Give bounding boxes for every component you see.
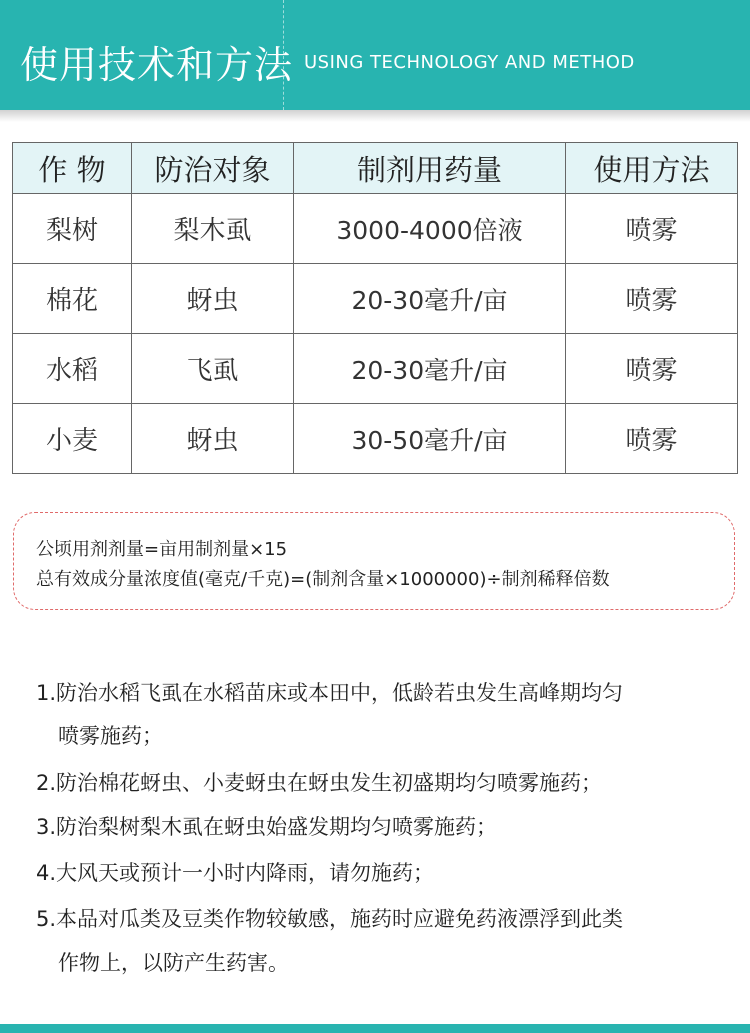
formula-line-1: 公顷用剂剂量=亩用制剂量×15 [36,539,288,560]
header-shadow [0,110,750,122]
cell-method: 喷雾 [566,264,738,334]
cell-dosage: 20-30毫升/亩 [294,334,566,404]
note-item-2: 2.防治棉花蚜虫、小麦蚜虫在蚜虫发生初盛期均匀喷雾施药； [36,771,603,795]
table-row [13,194,738,264]
cell-crop: 小麦 [13,404,132,474]
column-header-target: 防治对象 [132,143,294,194]
table-row [13,404,738,474]
header-divider [283,0,284,110]
note-item-4: 4.大风天或预计一小时内降雨，请勿施药； [36,861,435,885]
page-title: 使用技术和方法 [20,43,294,87]
note-item-5: 5.本品对瓜类及豆类作物较敏感，施药时应避免药液漂浮到此类 [36,907,624,931]
cell-target: 蚜虫 [132,404,294,474]
table-header-row [13,143,738,194]
cell-crop: 水稻 [13,334,132,404]
cell-target: 梨木虱 [132,194,294,264]
header-banner [0,0,750,110]
column-header-dosage: 制剂用药量 [294,143,566,194]
column-header-crop: 作 物 [13,143,132,194]
cell-dosage: 3000-4000倍液 [294,194,566,264]
cell-crop: 棉花 [13,264,132,334]
usage-table [12,142,738,474]
note-item-1: 1.防治水稻飞虱在水稻苗床或本田中，低龄若虫发生高峰期均匀 [36,681,624,705]
formula-line-2: 总有效成分量浓度值(毫克/千克)=(制剂含量×1000000)÷制剂稀释倍数 [36,569,610,590]
note-item-3: 3.防治梨树梨木虱在蚜虫始盛发期均匀喷雾施药； [36,815,498,839]
cell-target: 飞虱 [132,334,294,404]
column-header-method: 使用方法 [566,143,738,194]
page-subtitle: USING TECHNOLOGY AND METHOD [304,52,635,73]
cell-method: 喷雾 [566,404,738,474]
cell-target: 蚜虫 [132,264,294,334]
cell-crop: 梨树 [13,194,132,264]
cell-method: 喷雾 [566,194,738,264]
cell-method: 喷雾 [566,334,738,404]
note-item-1-cont: 喷雾施药； [58,724,163,748]
cell-dosage: 20-30毫升/亩 [294,264,566,334]
cell-dosage: 30-50毫升/亩 [294,404,566,474]
formula-box [13,512,735,610]
table-row [13,264,738,334]
table-row [13,334,738,404]
bottom-bar [0,1024,750,1033]
note-item-5-cont: 作物上，以防产生药害。 [58,951,289,975]
